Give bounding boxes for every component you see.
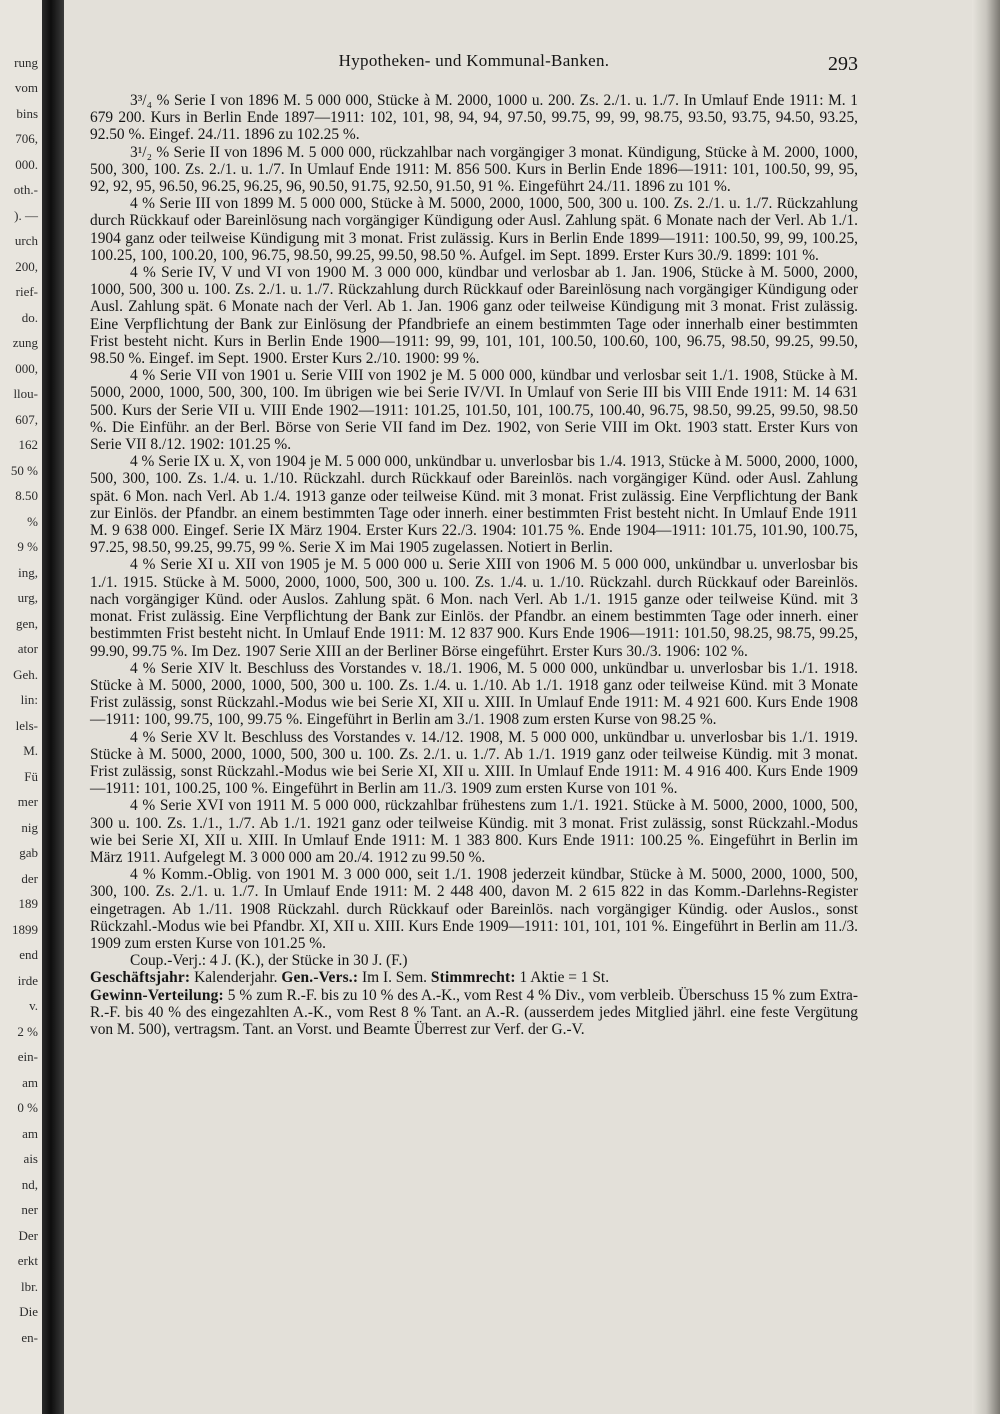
previous-page-fragment: 50 % <box>10 463 38 478</box>
page-header <box>90 40 858 92</box>
previous-page-fragment: llou- <box>13 386 38 401</box>
gewinn-verteilung-label: Gewinn-Verteilung: <box>90 986 224 1004</box>
paragraph-geschaeftsjahr <box>90 969 858 986</box>
previous-page-fragment: am <box>22 1075 38 1090</box>
paragraph-serie-iii: 4 % Serie III von 1899 M. 5 000 000, Stücke à M. 5000, 2000, 1000, 500, 300 u. 100. Zs. 2./1. u. 1./7. Rückzahlung durch Rückkauf oder Bareinlösung nach vorgängiger Kündigung oder Ausl. Zahlung spät. 6 Monate nach der Verl. Ab 1./1. 1904 ganz oder teilweise Kündigung mit 3 monat. Frist zulässig. Kurs in Berlin Ende 1899—1911: 100.50, 99, 99, 100.25, 100.25, 100, 100.20, 100, 96.75, 98.50, 99.25, 99.50, 98.50 %. Aufgel. im Sept. 1899. Erster Kurs 30./9. 1899: 101 %. <box>90 195 858 264</box>
previous-page-fragment: 000. <box>15 157 38 172</box>
geschaeftsjahr-value: Kalenderjahr. <box>190 969 278 987</box>
previous-page-fragment: ein- <box>17 1049 38 1064</box>
paragraph-serie-ix-x: 4 % Serie IX u. X, von 1904 je M. 5 000 000, unkündbar u. unverlosbar bis 1./4. 1913, Stücke à M. 5000, 2000, 1000, 500, 300, 100. Zs. 1./4. u. 1./10. Rückzahl. durch Rückkauf oder Bareinlös. nach vorgängiger Künd. oder Ausl. Zahlung spät. 6 Mon. nach Verl. Ab 1./4. 1913 ganze oder teilweise Künd. mit 3 monat. Frist zulässig. Eine Verpflichtung der Bank zur Einlös. der Pfandbr. an einem bestimmten Tage oder innerh. einer bestimmten Frist besteht nicht. In Umlauf Ende 1911 M. 9 638 000. Eingef. Serie IX März 1904. Erster Kurs 22./3. 1904: 101.75 %. Ende 1904—1911: 101.75, 101.90, 100.75, 97.25, 98.50, 99.25, 99.75, 99 %. Serie X im Mai 1905 zugelassen. Notiert in Berlin. <box>90 453 858 557</box>
previous-page-fragment: der <box>21 871 38 886</box>
previous-page-fragment: 8.50 <box>15 488 38 503</box>
previous-page-fragment: lin: <box>20 692 38 707</box>
previous-page-fragment: 162 <box>18 437 38 452</box>
previous-page-fragment: erkt <box>17 1253 38 1268</box>
previous-page-fragment: v. <box>29 998 38 1013</box>
previous-page-fragment: urg, <box>17 590 38 605</box>
previous-page-fragment: bins <box>16 106 38 121</box>
stimmrecht-label: Stimmrecht: <box>430 969 516 987</box>
paragraph-gewinn-verteilung <box>90 987 858 1039</box>
previous-page-fragment: mer <box>17 794 38 809</box>
previous-page-fragment: 189 <box>18 896 38 911</box>
previous-page-fragment: Die <box>19 1304 38 1319</box>
book-binding-shadow <box>42 0 64 1414</box>
previous-page-fragment: vom <box>14 80 38 95</box>
previous-page-fragment: irde <box>17 973 38 988</box>
previous-page-fragment: zung <box>12 335 38 350</box>
previous-page-fragment: ). — <box>14 208 38 223</box>
previous-page-fragment: gab <box>19 845 38 860</box>
previous-page-fragment: gen, <box>15 616 38 631</box>
paragraph-serie-xvi: 4 % Serie XVI von 1911 M. 5 000 000, rückzahlbar frühestens zum 1./1. 1921. Stücke à M. 5000, 2000, 1000, 500, 300 u. 100. Zs. 1./1., 1./7. Ab 1./1. 1921 ganz oder teilweise Kündig. mit 3 monat. Frist zulässig, sonst Rückzahl.-Modus wie bei Serie XI, XII u. XIII. In Umlauf Ende 1911: M. 1 383 800. Kurs Ende 1911: 100.25 %. Eingeführt in Berlin im März 1911. Aufgelegt M. 3 000 000 am 20./4. 1912 zu 99.50 %. <box>90 797 858 866</box>
gewinn-verteilung-value: 5 % zum R.-F. bis zu 10 % des A.-K., vom Rest 4 % Div., vom verbleib. Überschuss 15 % zum Extra-R.-F. bis 40 % des eingezahlten A.-K., vom Rest 8 % Tant. an A.-R. (ausserdem jedes Mitglied jährl. eine feste Vergütung von M. 500), vertragsm. Tant. an Vorst. und Beamte Überrest zur Verf. der G.-V. <box>90 986 858 1038</box>
previous-page-fragment: Der <box>18 1228 38 1243</box>
paragraph-serie-xv: 4 % Serie XV lt. Beschluss des Vorstandes v. 14./12. 1908, M. 5 000 000, unkündbar u. unverlosbar bis 1./1. 1919. Stücke à M. 5000, 2000, 1000, 500, 300 u. 100. Zs. 2./1. u. 1./7. Ab 1./1. 1919 ganz oder teilweise Kündig. mit 3 monat. Frist zulässig, sonst Rückzahl.-Modus wie bei Serie XI, XII u. XIII. In Umlauf Ende 1911: M. 4 916 400. Kurs Ende 1909—1911: 101, 100.25, 100 %. Eingeführt in Berlin am 11./3. 1909 zum ersten Kurse von 101 %. <box>90 728 858 798</box>
previous-page-fragment: en- <box>21 1330 38 1345</box>
previous-page-fragment: urch <box>14 233 38 248</box>
previous-page-fragment: do. <box>21 310 38 325</box>
previous-page-fragment: end <box>19 947 38 962</box>
previous-page-fragment: Geh. <box>13 667 38 682</box>
previous-page-fragment: 200, <box>15 259 38 274</box>
previous-page-fragment: 0 % <box>17 1100 38 1115</box>
paragraph-serie-i: 3³/₄ % Serie I von 1896 M. 5 000 000, Stücke à M. 2000, 1000 u. 200. Zs. 2./1. u. 1./7. In Umlauf Ende 1911: M. 1 679 200. Kurs in Berlin Ende 1897—1911: 102, 101, 98, 94, 94, 97.50, 99.75, 99, 99, 98.75, 93.50, 93.75, 94.50, 93.25, 92.50 %. Eingef. 24./11. 1896 zu 102.25 %. <box>90 92 858 144</box>
paragraph-komm-oblig: 4 % Komm.-Oblig. von 1901 M. 3 000 000, seit 1./1. 1908 jederzeit kündbar, Stücke à M. 5000, 2000, 1000, 500, 300, 100. Zs. 2./1. u. 1./7. In Umlauf Ende 1911: M. 2 448 400, davon M. 2 615 822 in das Komm.-Darlehns-Register eingetragen. Ab 1./11. 1908 Rückzahl. durch Rückkauf oder Bareinlös. nach vorgängiger Kündig. oder Auslos., sonst Rückzahl.-Modus wie bei Pfandbr. XI, XII u. XIII. Kurs Ende 1909—1911: 101, 101, 101 %. Eingeführt in Berlin am 11./3. 1909 zum ersten Kurse von 101.25 %. <box>90 866 858 952</box>
previous-page-fragment: lels- <box>15 718 38 733</box>
gen-vers-value: Im I. Sem. <box>358 969 428 987</box>
previous-page-fragment: Fü <box>24 769 38 784</box>
paragraph-serie-xiv: 4 % Serie XIV lt. Beschluss des Vorstandes v. 18./1. 1906, M. 5 000 000, unkündbar u. unverlosbar bis 1./1. 1918. Stücke à M. 5000, 2000, 1000, 500, 300 u. 100. Zs. 1./4. u. 1./10. Ab 1./1. 1918 ganz oder teilweise Künd. mit 3 Monate Frist zulässig, sonst Rückzahl.-Modus wie bei Serie XI, XII u. XIII. In Umlauf Ende 1911: M. 4 921 600. Kurs Ende 1908—1911: 100, 99.75, 100, 99.75 %. Eingeführt in Berlin am 3./1. 1908 zum ersten Kurse von 98.25 %. <box>90 659 858 729</box>
running-head: Hypotheken- und Kommunal-Banken. <box>338 51 610 70</box>
paragraph-serie-iv-vi: 4 % Serie IV, V und VI von 1900 M. 3 000 000, kündbar und verlosbar ab 1. Jan. 1906, Stücke à M. 5000, 2000, 1000, 500, 300 u. 100. Zs. 2./1. u. 1./7. Rückzahlung durch Rückkauf oder Bareinlösung nach vorgängiger Kündigung oder Ausl. Zahlung spät. 6 Monate nach der Verl. Ab 1. Jan. 1906 ganz oder teilweise Kündigung mit 3 monat. Frist zulässig. Eine Verpflichtung der Bank zur Einlösung der Pfandbriefe an einem bestimmten Tage oder innerhalb einer bestimmten Frist besteht nicht. Kurs in Berlin Ende 1900—1911: 99, 99, 101, 101, 100.50, 100.60, 100, 96.75, 98.50, 99.25, 99.50, 98.50 %. Eingef. im Sept. 1900. Erster Kurs 2./10. 1900: 99 %. <box>90 264 858 368</box>
previous-page-fragment: 607, <box>15 412 38 427</box>
previous-page-fragment: rung <box>14 55 38 70</box>
paragraph-serie-ii: 3¹/₂ % Serie II von 1896 M. 5 000 000, rückzahlbar nach vorgängiger 3 monat. Kündigung, Stücke à M. 2000, 1000, 500, 300, 100. Zs. 2./1. u. 1./7. In Umlauf Ende 1911: M. 856 500. Kurs in Berlin Ende 1896—1911: 101, 100.50, 99, 95, 92, 92, 95, 96.50, 96.25, 96.25, 96, 90.50, 91.75, 92.50, 91.50, 91 %. Eingeführt 24./11. 1896 zu 101 %. <box>90 143 858 196</box>
previous-page-fragment: am <box>22 1126 38 1141</box>
paragraph-serie-xi-xiii: 4 % Serie XI u. XII von 1905 je M. 5 000 000 u. Serie XIII von 1906 M. 5 000 000, unkündbar u. unverlosbar bis 1./1. 1915. Stücke à M. 5000, 2000, 1000, 500, 300 u. 100. Zs. 1./4. u. 1./10. Rückzahl. durch Rückkauf oder Bareinlös. nach vorgängiger Künd. oder Auslos. Zahlung spät. 6 Mon. nach Verl. Ab 1./1. 1915 ganze oder teilweise Künd. mit 3 monat. Frist zulässig. Eine Verpflichtung der Bank zur Einlös. der Pfandbr. an einem bestimmten Tage oder innerh. einer bestimmten Frist besteht nicht. In Umlauf Ende 1911: M. 12 837 900. Kurs Ende 1906—1911: 101.50, 98.25, 98.75, 99.25, 99.90, 99.75 %. Im Dez. 1907 Serie XIII an der Berliner Börse eingeführt. Erster Kurs 30./3. 1906: 102 %. <box>90 556 858 660</box>
previous-page-fragment: 000, <box>15 361 38 376</box>
page-edge-shadow <box>972 0 1000 1414</box>
stimmrecht-value: 1 Aktie = 1 St. <box>515 969 610 987</box>
previous-page-fragment: lbr. <box>21 1279 38 1294</box>
paragraph-serie-vii-viii: 4 % Serie VII von 1901 u. Serie VIII von 1902 je M. 5 000 000, kündbar und verlosbar seit 1./1. 1908, Stücke à M. 5000, 2000, 1000, 500, 300, 100. Im übrigen wie bei Serie IV/VI. In Umlauf von Serie III bis VIII Ende 1911: M. 14 631 500. Kurs der Serie VII u. VIII Ende 1902—1911: 101.25, 101.50, 101, 100.75, 100.40, 96.75, 98.50, 99.25, 99.50, 98.50 %. Die Einführ. an der Berl. Börse von Serie VII fand im Dez. 1902, von Serie VIII im Okt. 1903 statt. Erster Kurs von Serie VII 8./12. 1902: 101.25 %. <box>90 367 858 454</box>
previous-page-fragment: ing, <box>18 565 38 580</box>
previous-page-fragment: 2 % <box>17 1024 38 1039</box>
geschaeftsjahr-label: Geschäftsjahr: <box>90 969 191 987</box>
previous-page-fragment: M. <box>23 743 38 758</box>
previous-page-fragment: ator <box>17 641 38 656</box>
previous-page-fragment: oth.- <box>13 182 38 197</box>
previous-page-fragment: nd, <box>21 1177 38 1192</box>
page-body <box>90 40 858 1038</box>
previous-page-fragment: 706, <box>15 131 38 146</box>
previous-page-fragment: nig <box>21 820 38 835</box>
previous-page-fragment: 1899 <box>12 922 38 937</box>
previous-page-fragment: ais <box>23 1151 38 1166</box>
paragraph-coupon-verjaehrung: Coup.-Verj.: 4 J. (K.), der Stücke in 30 J. (F.) <box>130 952 408 970</box>
previous-page-fragment: ner <box>21 1202 38 1217</box>
previous-page-fragment: rief- <box>15 284 38 299</box>
page-number: 293 <box>828 53 858 75</box>
previous-page-fragment: % <box>27 514 38 529</box>
previous-page-fragment: 9 % <box>17 539 38 554</box>
gen-vers-label: Gen.-Vers.: <box>281 969 359 987</box>
